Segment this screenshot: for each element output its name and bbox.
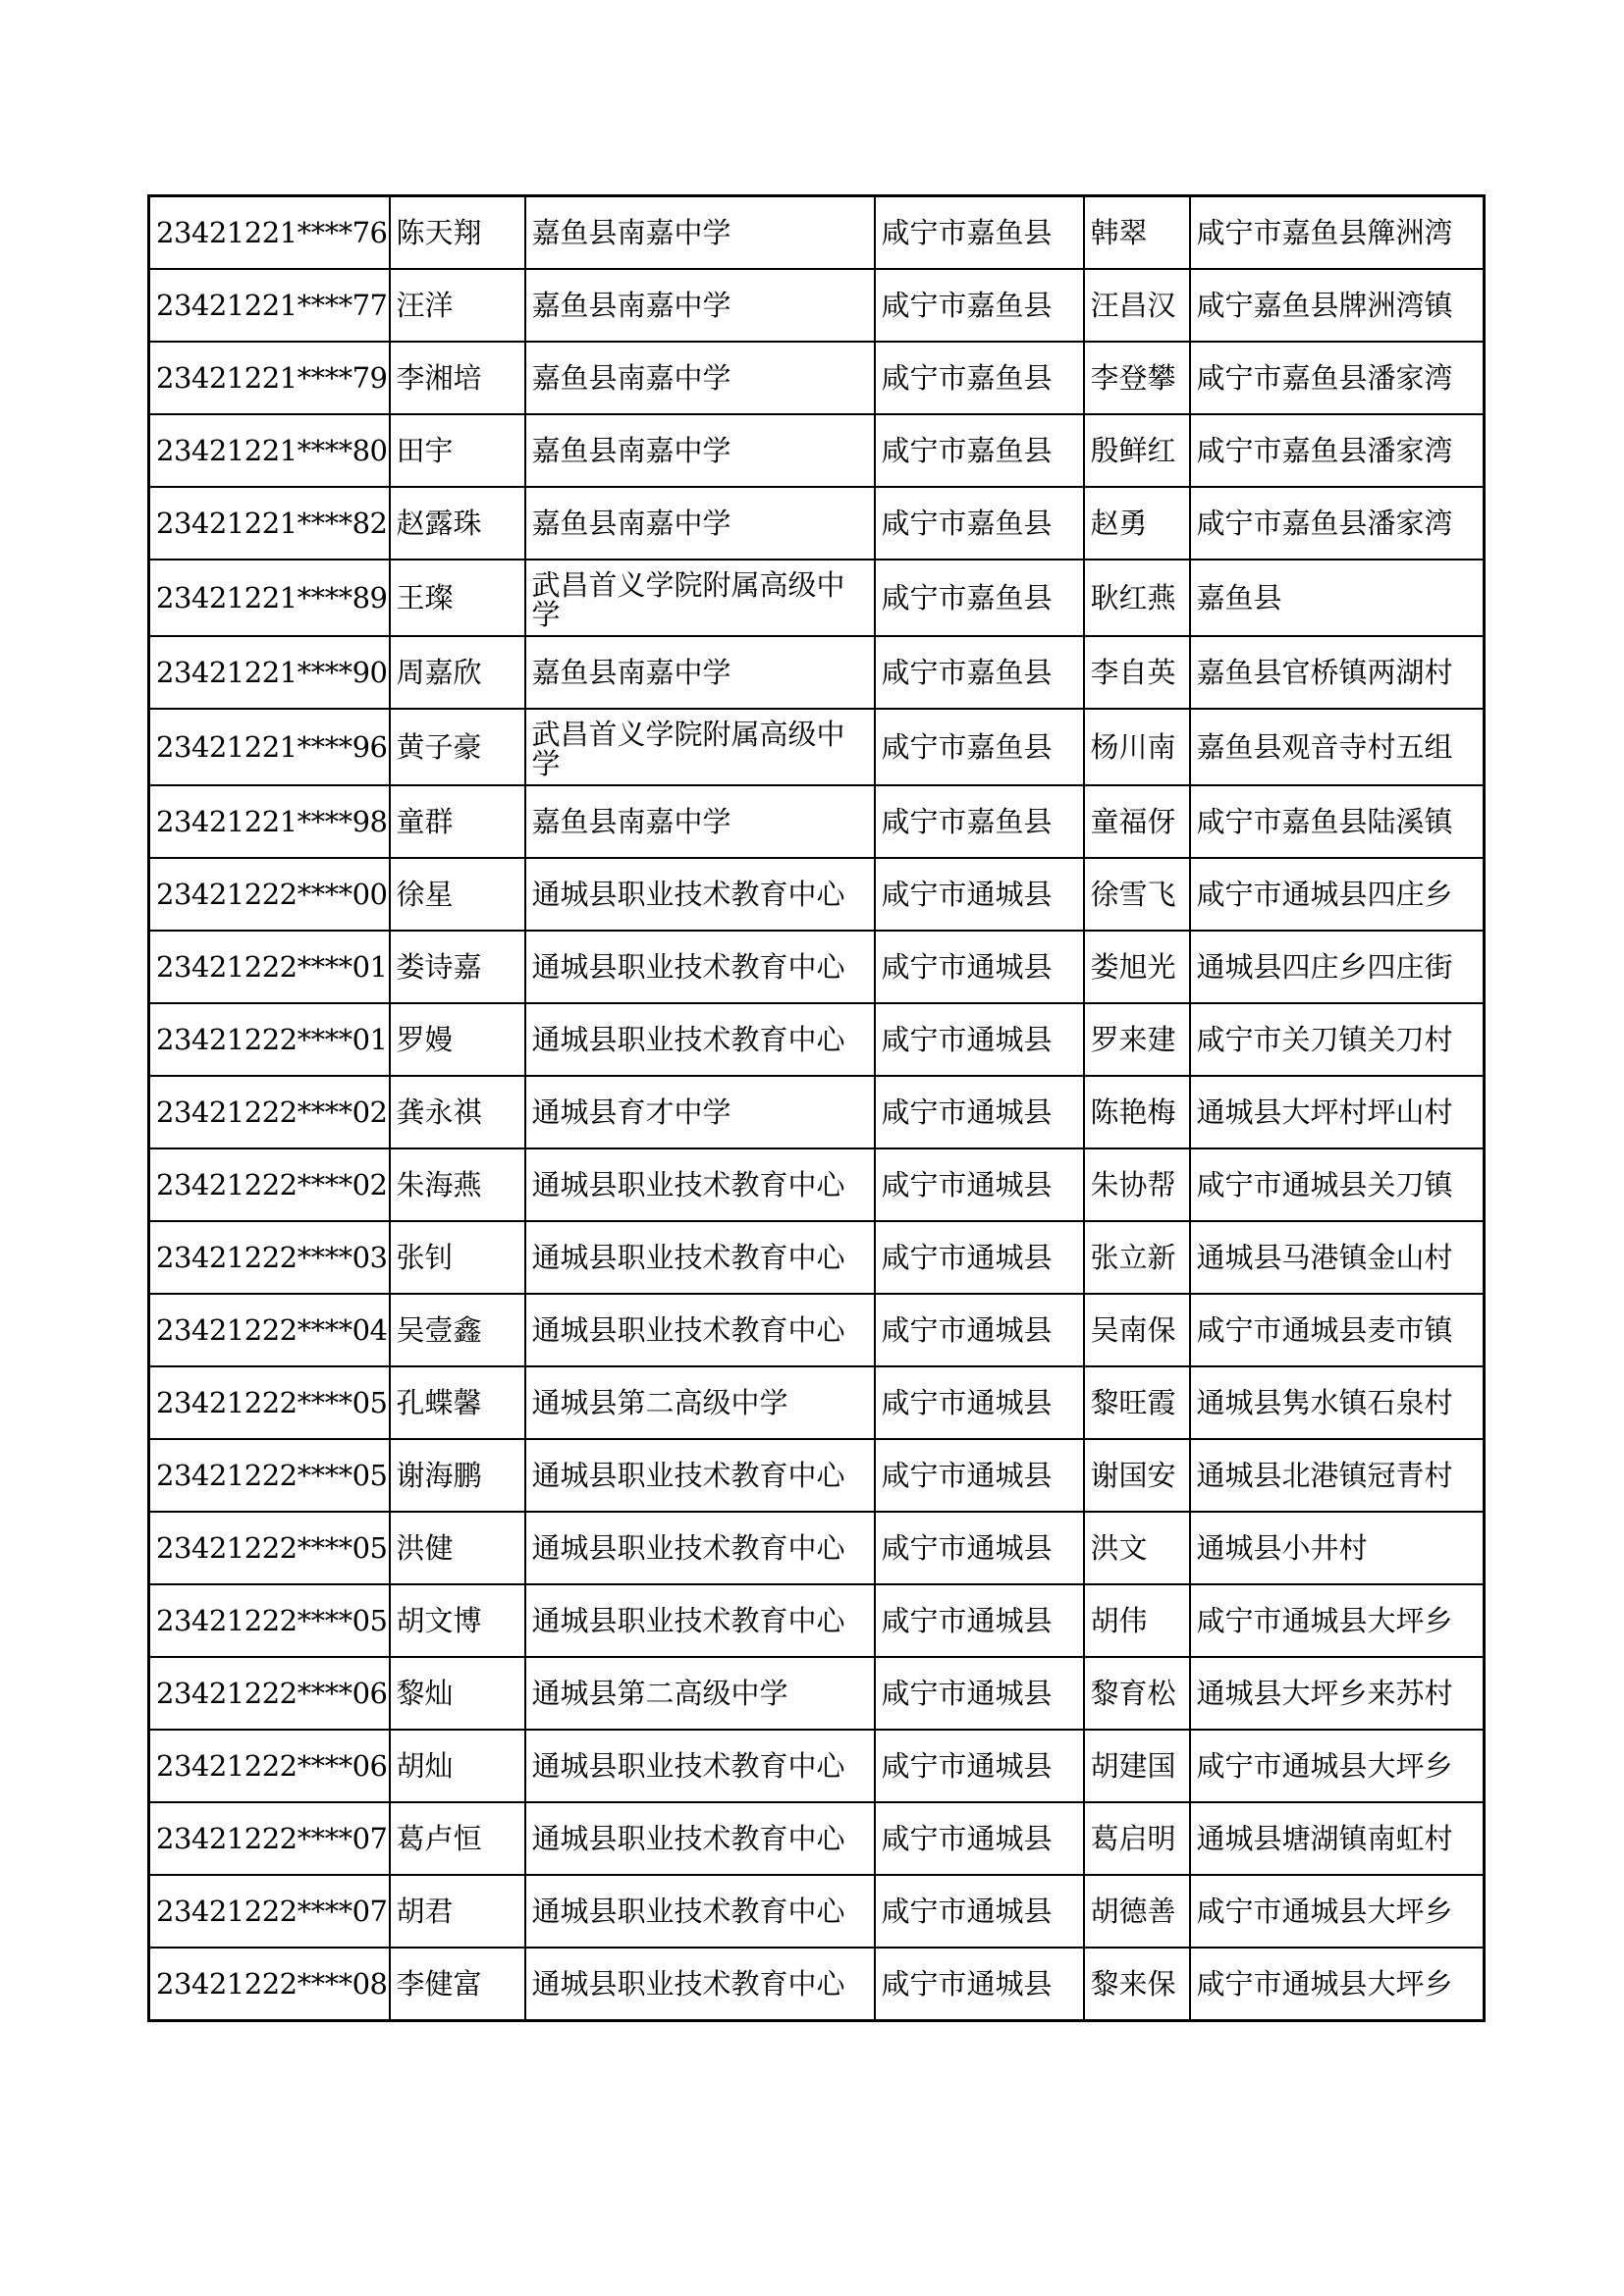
student-name-cell: 朱海燕 xyxy=(390,1148,525,1221)
guardian-name-cell: 朱协帮 xyxy=(1084,1148,1190,1221)
guardian-name-cell: 娄旭光 xyxy=(1084,931,1190,1003)
region-cell: 咸宁市通城县 xyxy=(875,1948,1084,2021)
candidate-id-cell: 23421222****01 xyxy=(149,1003,390,1076)
address-cell: 咸宁市通城县大坪乡 xyxy=(1190,1948,1485,2021)
table-row xyxy=(149,709,1485,785)
school-cell: 通城县职业技术教育中心 xyxy=(525,1730,875,1802)
address-cell: 咸宁市通城县麦市镇 xyxy=(1190,1294,1485,1366)
address-cell: 咸宁市关刀镇关刀村 xyxy=(1190,1003,1485,1076)
candidate-id-cell: 23421221****77 xyxy=(149,269,390,342)
region-cell: 咸宁市通城县 xyxy=(875,858,1084,931)
table-row xyxy=(149,931,1485,1003)
candidate-id-cell: 23421222****06 xyxy=(149,1730,390,1802)
table-row xyxy=(149,1294,1485,1366)
candidate-id-cell: 23421221****90 xyxy=(149,636,390,709)
school-cell: 通城县职业技术教育中心 xyxy=(525,1875,875,1948)
region-cell: 咸宁市嘉鱼县 xyxy=(875,709,1084,785)
address-cell: 咸宁市通城县四庄乡 xyxy=(1190,858,1485,931)
school-cell: 通城县职业技术教育中心 xyxy=(525,931,875,1003)
guardian-name-cell: 李自英 xyxy=(1084,636,1190,709)
candidate-id-cell: 23421222****01 xyxy=(149,931,390,1003)
candidate-id-cell: 23421222****08 xyxy=(149,1948,390,2021)
table-row xyxy=(149,858,1485,931)
student-name-cell: 赵露珠 xyxy=(390,487,525,560)
guardian-name-cell: 胡伟 xyxy=(1084,1584,1190,1657)
school-cell: 武昌首义学院附属高级中学 xyxy=(525,709,875,785)
guardian-name-cell: 韩翠 xyxy=(1084,196,1190,270)
guardian-name-cell: 罗来建 xyxy=(1084,1003,1190,1076)
school-cell: 通城县职业技术教育中心 xyxy=(525,858,875,931)
guardian-name-cell: 张立新 xyxy=(1084,1221,1190,1294)
region-cell: 咸宁市通城县 xyxy=(875,1584,1084,1657)
candidate-id-cell: 23421222****05 xyxy=(149,1584,390,1657)
table-row xyxy=(149,1657,1485,1730)
candidate-id-cell: 23421222****07 xyxy=(149,1802,390,1875)
address-cell: 咸宁市通城县大坪乡 xyxy=(1190,1875,1485,1948)
address-cell: 咸宁市嘉鱼县潘家湾 xyxy=(1190,414,1485,487)
student-name-cell: 龚永祺 xyxy=(390,1076,525,1148)
region-cell: 咸宁市嘉鱼县 xyxy=(875,785,1084,858)
address-cell: 通城县大坪乡来苏村 xyxy=(1190,1657,1485,1730)
table-row xyxy=(149,1948,1485,2021)
school-cell: 嘉鱼县南嘉中学 xyxy=(525,342,875,414)
student-name-cell: 陈天翔 xyxy=(390,196,525,270)
address-cell: 咸宁市嘉鱼县潘家湾 xyxy=(1190,342,1485,414)
table-row xyxy=(149,196,1485,270)
candidate-id-cell: 23421222****05 xyxy=(149,1439,390,1512)
region-cell: 咸宁市通城县 xyxy=(875,1802,1084,1875)
guardian-name-cell: 黎旺霞 xyxy=(1084,1366,1190,1439)
candidate-id-cell: 23421222****05 xyxy=(149,1366,390,1439)
region-cell: 咸宁市通城县 xyxy=(875,1294,1084,1366)
table-row xyxy=(149,342,1485,414)
region-cell: 咸宁市通城县 xyxy=(875,931,1084,1003)
student-name-cell: 胡灿 xyxy=(390,1730,525,1802)
address-cell: 嘉鱼县官桥镇两湖村 xyxy=(1190,636,1485,709)
candidate-id-cell: 23421221****76 xyxy=(149,196,390,270)
student-name-cell: 葛卢恒 xyxy=(390,1802,525,1875)
address-cell: 咸宁市通城县大坪乡 xyxy=(1190,1730,1485,1802)
student-name-cell: 周嘉欣 xyxy=(390,636,525,709)
address-cell: 嘉鱼县 xyxy=(1190,560,1485,636)
school-cell: 通城县职业技术教育中心 xyxy=(525,1003,875,1076)
candidate-id-cell: 23421221****82 xyxy=(149,487,390,560)
region-cell: 咸宁市嘉鱼县 xyxy=(875,414,1084,487)
region-cell: 咸宁市通城县 xyxy=(875,1657,1084,1730)
student-name-cell: 张钊 xyxy=(390,1221,525,1294)
table-row xyxy=(149,1584,1485,1657)
candidate-id-cell: 23421221****96 xyxy=(149,709,390,785)
region-cell: 咸宁市通城县 xyxy=(875,1148,1084,1221)
table-row xyxy=(149,1221,1485,1294)
address-cell: 通城县小井村 xyxy=(1190,1512,1485,1584)
school-cell: 通城县职业技术教育中心 xyxy=(525,1948,875,2021)
student-name-cell: 胡君 xyxy=(390,1875,525,1948)
address-cell: 咸宁市通城县关刀镇 xyxy=(1190,1148,1485,1221)
region-cell: 咸宁市通城县 xyxy=(875,1003,1084,1076)
candidate-id-cell: 23421222****02 xyxy=(149,1148,390,1221)
student-name-cell: 田宇 xyxy=(390,414,525,487)
student-name-cell: 黄子豪 xyxy=(390,709,525,785)
school-cell: 嘉鱼县南嘉中学 xyxy=(525,636,875,709)
table-row xyxy=(149,414,1485,487)
student-name-cell: 谢海鹏 xyxy=(390,1439,525,1512)
region-cell: 咸宁市嘉鱼县 xyxy=(875,196,1084,270)
school-cell: 嘉鱼县南嘉中学 xyxy=(525,196,875,270)
address-cell: 通城县大坪村坪山村 xyxy=(1190,1076,1485,1148)
table-row xyxy=(149,636,1485,709)
table-row xyxy=(149,1512,1485,1584)
table-row xyxy=(149,487,1485,560)
address-cell: 通城县隽水镇石泉村 xyxy=(1190,1366,1485,1439)
school-cell: 嘉鱼县南嘉中学 xyxy=(525,269,875,342)
candidate-id-cell: 23421222****05 xyxy=(149,1512,390,1584)
candidate-id-cell: 23421222****06 xyxy=(149,1657,390,1730)
school-cell: 通城县职业技术教育中心 xyxy=(525,1584,875,1657)
student-name-cell: 罗嫚 xyxy=(390,1003,525,1076)
guardian-name-cell: 李登攀 xyxy=(1084,342,1190,414)
region-cell: 咸宁市通城县 xyxy=(875,1439,1084,1512)
candidate-id-cell: 23421222****03 xyxy=(149,1221,390,1294)
student-name-cell: 洪健 xyxy=(390,1512,525,1584)
guardian-name-cell: 吴南保 xyxy=(1084,1294,1190,1366)
guardian-name-cell: 赵勇 xyxy=(1084,487,1190,560)
candidate-id-cell: 23421222****07 xyxy=(149,1875,390,1948)
guardian-name-cell: 陈艳梅 xyxy=(1084,1076,1190,1148)
address-cell: 通城县北港镇冠青村 xyxy=(1190,1439,1485,1512)
school-cell: 通城县第二高级中学 xyxy=(525,1366,875,1439)
guardian-name-cell: 徐雪飞 xyxy=(1084,858,1190,931)
school-cell: 嘉鱼县南嘉中学 xyxy=(525,414,875,487)
school-cell: 通城县职业技术教育中心 xyxy=(525,1512,875,1584)
school-cell: 武昌首义学院附属高级中学 xyxy=(525,560,875,636)
guardian-name-cell: 谢国安 xyxy=(1084,1439,1190,1512)
table-row xyxy=(149,1076,1485,1148)
address-cell: 咸宁嘉鱼县牌洲湾镇 xyxy=(1190,269,1485,342)
guardian-name-cell: 洪文 xyxy=(1084,1512,1190,1584)
address-cell: 通城县塘湖镇南虹村 xyxy=(1190,1802,1485,1875)
region-cell: 咸宁市通城县 xyxy=(875,1076,1084,1148)
school-cell: 通城县职业技术教育中心 xyxy=(525,1439,875,1512)
address-cell: 通城县马港镇金山村 xyxy=(1190,1221,1485,1294)
address-cell: 咸宁市通城县大坪乡 xyxy=(1190,1584,1485,1657)
school-cell: 通城县职业技术教育中心 xyxy=(525,1148,875,1221)
school-cell: 通城县育才中学 xyxy=(525,1076,875,1148)
region-cell: 咸宁市通城县 xyxy=(875,1366,1084,1439)
school-cell: 通城县职业技术教育中心 xyxy=(525,1802,875,1875)
region-cell: 咸宁市通城县 xyxy=(875,1221,1084,1294)
student-name-cell: 徐星 xyxy=(390,858,525,931)
student-name-cell: 李湘培 xyxy=(390,342,525,414)
candidate-id-cell: 23421222****02 xyxy=(149,1076,390,1148)
guardian-name-cell: 胡建国 xyxy=(1084,1730,1190,1802)
table-row xyxy=(149,269,1485,342)
table-row xyxy=(149,1730,1485,1802)
student-name-cell: 童群 xyxy=(390,785,525,858)
address-cell: 咸宁市嘉鱼县潘家湾 xyxy=(1190,487,1485,560)
guardian-name-cell: 耿红燕 xyxy=(1084,560,1190,636)
region-cell: 咸宁市嘉鱼县 xyxy=(875,636,1084,709)
candidate-id-cell: 23421221****89 xyxy=(149,560,390,636)
school-cell: 嘉鱼县南嘉中学 xyxy=(525,487,875,560)
address-cell: 咸宁市嘉鱼县陆溪镇 xyxy=(1190,785,1485,858)
student-name-cell: 黎灿 xyxy=(390,1657,525,1730)
candidate-id-cell: 23421221****79 xyxy=(149,342,390,414)
region-cell: 咸宁市通城县 xyxy=(875,1875,1084,1948)
guardian-name-cell: 胡德善 xyxy=(1084,1875,1190,1948)
region-cell: 咸宁市通城县 xyxy=(875,1730,1084,1802)
region-cell: 咸宁市嘉鱼县 xyxy=(875,560,1084,636)
table-row xyxy=(149,1148,1485,1221)
student-name-cell: 李健富 xyxy=(390,1948,525,2021)
region-cell: 咸宁市嘉鱼县 xyxy=(875,342,1084,414)
table-row xyxy=(149,560,1485,636)
region-cell: 咸宁市嘉鱼县 xyxy=(875,269,1084,342)
school-cell: 通城县职业技术教育中心 xyxy=(525,1221,875,1294)
student-name-cell: 胡文博 xyxy=(390,1584,525,1657)
candidate-id-cell: 23421222****00 xyxy=(149,858,390,931)
address-cell: 嘉鱼县观音寺村五组 xyxy=(1190,709,1485,785)
guardian-name-cell: 殷鲜红 xyxy=(1084,414,1190,487)
roster-body xyxy=(149,196,1485,2021)
guardian-name-cell: 童福伢 xyxy=(1084,785,1190,858)
student-name-cell: 孔蝶馨 xyxy=(390,1366,525,1439)
address-cell: 通城县四庄乡四庄街 xyxy=(1190,931,1485,1003)
table-row xyxy=(149,1003,1485,1076)
table-row xyxy=(149,1802,1485,1875)
candidate-id-cell: 23421222****04 xyxy=(149,1294,390,1366)
school-cell: 嘉鱼县南嘉中学 xyxy=(525,785,875,858)
guardian-name-cell: 汪昌汉 xyxy=(1084,269,1190,342)
table-row xyxy=(149,1875,1485,1948)
table-row xyxy=(149,1366,1485,1439)
candidate-id-cell: 23421221****80 xyxy=(149,414,390,487)
table-row xyxy=(149,1439,1485,1512)
student-name-cell: 汪洋 xyxy=(390,269,525,342)
region-cell: 咸宁市通城县 xyxy=(875,1512,1084,1584)
guardian-name-cell: 杨川南 xyxy=(1084,709,1190,785)
student-name-cell: 吴壹鑫 xyxy=(390,1294,525,1366)
guardian-name-cell: 黎来保 xyxy=(1084,1948,1190,2021)
student-name-cell: 娄诗嘉 xyxy=(390,931,525,1003)
table-row xyxy=(149,785,1485,858)
guardian-name-cell: 黎育松 xyxy=(1084,1657,1190,1730)
student-name-cell: 王璨 xyxy=(390,560,525,636)
guardian-name-cell: 葛启明 xyxy=(1084,1802,1190,1875)
school-cell: 通城县职业技术教育中心 xyxy=(525,1294,875,1366)
candidate-id-cell: 23421221****98 xyxy=(149,785,390,858)
school-cell: 通城县第二高级中学 xyxy=(525,1657,875,1730)
region-cell: 咸宁市嘉鱼县 xyxy=(875,487,1084,560)
roster-table xyxy=(147,194,1486,2022)
address-cell: 咸宁市嘉鱼县簰洲湾 xyxy=(1190,196,1485,270)
